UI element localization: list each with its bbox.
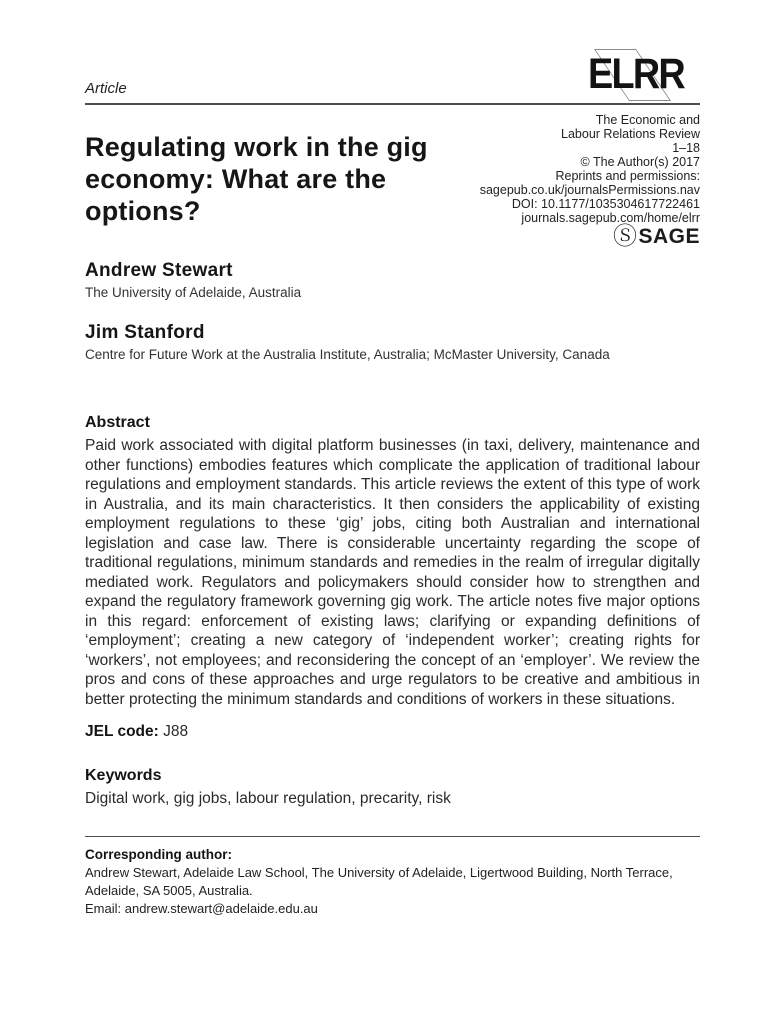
jel-code-row — [85, 723, 700, 741]
sage-circled-s-icon: Ⓢ — [612, 223, 638, 250]
keywords-list: Digital work, gig jobs, labour regulation, precarity, risk — [85, 790, 451, 807]
reprints-line: Reprints and permissions: — [555, 169, 700, 183]
page-title: Regulating work in the gig economy: What are the options? — [85, 132, 428, 226]
author-affiliation: The University of Adelaide, Australia — [85, 285, 302, 300]
corresponding-author-email[interactable]: Email: andrew.stewart@adelaide.edu.au — [85, 901, 318, 916]
abstract-heading: Abstract — [85, 414, 150, 431]
permissions-url[interactable]: sagepub.co.uk/journalsPermissions.nav — [479, 183, 700, 197]
journal-name-line2: Labour Relations Review — [561, 127, 700, 141]
keywords-heading: Keywords — [85, 767, 162, 784]
corresponding-author-heading: Corresponding author: — [85, 847, 232, 862]
keywords-section — [85, 767, 700, 808]
footer-divider — [85, 836, 700, 837]
journal-name-line1: The Economic and — [595, 113, 700, 127]
header-divider — [85, 103, 700, 105]
author-affiliation: Centre for Future Work at the Australia Institute, Australia; McMaster University, Canada — [85, 347, 610, 362]
journal-citation-block — [479, 113, 700, 250]
article-type-label: Article — [85, 80, 127, 97]
author-name: Andrew Stewart — [85, 260, 233, 281]
corresponding-author-section — [85, 846, 700, 918]
copyright-line: © The Author(s) 2017 — [580, 155, 700, 169]
abstract-text: Paid work associated with digital platform businesses (in taxi, delivery, maintenance and other functions) embodies features which complicate the application of traditional labour regulations and employment standards. This article reviews the extent of this type of work in Australia, and its main characteristics. It then considers the applicability of existing employment regulations to these ‘gig’ jobs, citing both Australian and international legislation and case law. There is considerable uncertainty regarding the scope of traditional regulations, minimum standards and remedies in the realm of irregular digitally mediated work. Regulators and policymakers should consider how to strengthen and expand the regulatory framework governing gig work. The article notes five major options in this regard: enforcement of existing laws; clarifying or expanding definitions of ‘employment’; creating a new category of ‘independent worker’; creating rights for ‘workers’, not employees; and reconsidering the concept of an ‘employer’. We review the pros and cons of these approaches and urge regulators to be creative and ambitious in better protecting the minimum standards and conditions of workers in these situations. — [85, 437, 700, 708]
jel-code-value: J88 — [163, 723, 189, 740]
journal-home-url[interactable]: journals.sagepub.com/home/elrr — [521, 211, 700, 225]
doi-link[interactable]: DOI: 10.1177/1035304617722461 — [511, 197, 700, 211]
elrr-journal-logo-icon — [588, 47, 700, 103]
elrr-logo-text: ELRR — [588, 50, 684, 98]
sage-publisher-logo-icon — [480, 223, 700, 250]
author-block — [85, 260, 700, 300]
sage-wordmark: SAGE — [638, 225, 700, 248]
author-name: Jim Stanford — [85, 322, 205, 343]
title-and-citation-row — [85, 113, 700, 250]
authors-section — [85, 260, 700, 362]
corresponding-author-address: Andrew Stewart, Adelaide Law School, The University of Adelaide, Ligertwood Building, North Terrace, Adelaide, SA 5005, Australia. — [85, 865, 673, 898]
abstract-section — [85, 414, 700, 709]
author-block — [85, 322, 700, 362]
jel-code-label: JEL code: — [85, 723, 159, 740]
page-range: 1–18 — [672, 141, 700, 155]
page-header — [85, 45, 700, 103]
